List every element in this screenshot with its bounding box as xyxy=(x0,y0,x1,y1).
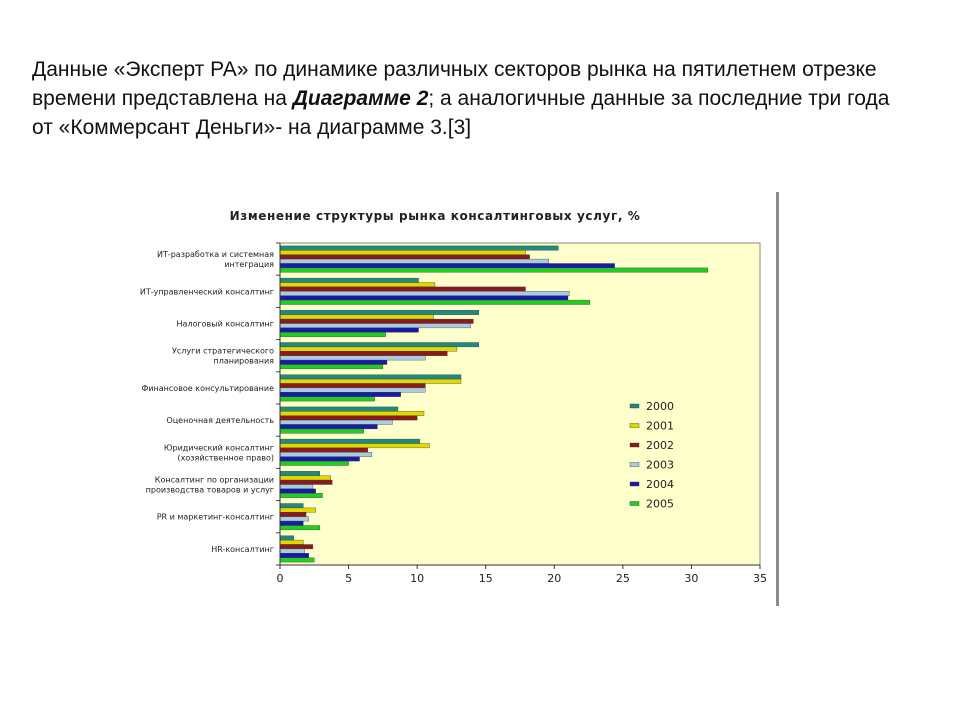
bar-2005-cat-9 xyxy=(280,526,320,530)
bar-2005-cat-6 xyxy=(280,429,364,433)
bar-2001-cat-8 xyxy=(280,476,331,480)
intro-paragraph xyxy=(32,55,892,142)
bar-2002-cat-7 xyxy=(280,448,368,452)
legend-swatch-2005 xyxy=(630,502,639,506)
chart-title: Изменение структуры рынка консалтинговых услуг, % xyxy=(229,209,641,223)
bar-2003-cat-1 xyxy=(280,259,549,263)
category-label-9: PR и маркетинг-консалтинг xyxy=(156,512,274,522)
bar-2004-cat-6 xyxy=(280,425,377,429)
bar-2004-cat-1 xyxy=(280,264,615,268)
bar-2003-cat-6 xyxy=(280,420,392,424)
x-tick-label-20: 20 xyxy=(547,572,562,585)
category-label-5: Финансовое консультирование xyxy=(141,383,274,393)
bar-2003-cat-7 xyxy=(280,452,372,456)
bar-2001-cat-10 xyxy=(280,540,303,544)
bar-2005-cat-2 xyxy=(280,300,590,304)
bar-2002-cat-2 xyxy=(280,287,525,291)
intro-text-part1: Данные «Эксперт РА» по динамике различных секторов рынка на пятилетнем отрезке времени представлена на xyxy=(32,58,877,110)
bar-2005-cat-5 xyxy=(280,397,375,401)
category-label-1: ИТ-разработка и системная интеграция xyxy=(156,250,274,270)
legend-label-2002: 2002 xyxy=(646,439,674,452)
legend-swatch-2000 xyxy=(630,404,639,408)
legend-label-2000: 2000 xyxy=(646,400,674,413)
bar-2002-cat-10 xyxy=(280,545,313,549)
bar-2002-cat-6 xyxy=(280,416,417,420)
category-label-10: HR-консалтинг xyxy=(211,544,274,554)
bar-2001-cat-4 xyxy=(280,347,457,351)
bar-2002-cat-9 xyxy=(280,512,306,516)
category-label-8: Консалтинг по организации производства товаров и услуг xyxy=(145,475,274,495)
bar-2003-cat-8 xyxy=(280,485,313,489)
bar-2004-cat-3 xyxy=(280,328,419,332)
category-label-4: Услуги стратегического планирования xyxy=(172,346,274,366)
intro-text-part2: ; а аналогичные данные за последние три года от «Коммерсант Деньги»- на диаграмме 3.[3] xyxy=(32,87,890,139)
x-tick-label-5: 5 xyxy=(345,572,353,585)
legend-swatch-2004 xyxy=(630,482,639,486)
intro-text-bold: Диаграмме 2 xyxy=(292,87,429,110)
bar-2004-cat-5 xyxy=(280,392,401,396)
bar-2004-cat-2 xyxy=(280,296,568,300)
legend-label-2005: 2005 xyxy=(646,497,674,511)
bar-2002-cat-4 xyxy=(280,351,447,355)
bar-2005-cat-7 xyxy=(280,461,349,465)
bar-2003-cat-2 xyxy=(280,291,569,295)
bar-2003-cat-3 xyxy=(280,324,471,328)
x-tick-label-10: 10 xyxy=(410,572,425,585)
bar-2000-cat-4 xyxy=(280,343,479,347)
bar-2005-cat-3 xyxy=(280,332,386,336)
bar-2000-cat-10 xyxy=(280,536,294,540)
bar-2001-cat-2 xyxy=(280,283,435,287)
category-label-7: Юридический консалтинг (хозяйственное право) xyxy=(163,443,274,463)
x-tick-label-15: 15 xyxy=(478,572,493,585)
bar-2003-cat-5 xyxy=(280,388,425,392)
category-label-2: ИТ-управленческий консалтинг xyxy=(139,287,274,297)
bar-2001-cat-6 xyxy=(280,411,424,415)
bar-2001-cat-1 xyxy=(280,250,525,254)
legend-swatch-2001 xyxy=(630,424,639,428)
bar-2000-cat-8 xyxy=(280,471,320,475)
bar-2000-cat-1 xyxy=(280,246,558,250)
bar-2002-cat-5 xyxy=(280,384,425,388)
consulting-market-chart xyxy=(100,198,790,598)
bar-2004-cat-9 xyxy=(280,521,303,525)
legend-swatch-2003 xyxy=(630,463,639,467)
x-tick-label-0: 0 xyxy=(276,572,284,585)
bar-2003-cat-4 xyxy=(280,356,425,360)
bar-2001-cat-5 xyxy=(280,379,461,383)
bar-2002-cat-3 xyxy=(280,319,473,323)
category-label-6: Оценочная деятельность xyxy=(166,416,274,426)
bar-2002-cat-8 xyxy=(280,480,332,484)
bar-2005-cat-10 xyxy=(280,558,314,562)
bar-2000-cat-3 xyxy=(280,310,479,314)
x-tick-label-35: 35 xyxy=(753,572,767,585)
bar-2000-cat-5 xyxy=(280,375,461,379)
bar-2003-cat-10 xyxy=(280,549,305,553)
legend-label-2004: 2004 xyxy=(646,478,674,491)
x-tick-label-25: 25 xyxy=(615,572,630,585)
legend-label-2001: 2001 xyxy=(646,419,674,433)
bar-2005-cat-4 xyxy=(280,365,383,369)
bar-2002-cat-1 xyxy=(280,255,530,259)
bar-2000-cat-6 xyxy=(280,407,398,411)
bar-2000-cat-9 xyxy=(280,504,303,508)
bar-2005-cat-1 xyxy=(280,268,708,272)
bar-2004-cat-7 xyxy=(280,457,360,461)
bar-2004-cat-8 xyxy=(280,489,316,493)
bar-2003-cat-9 xyxy=(280,517,309,521)
bar-2001-cat-3 xyxy=(280,315,434,319)
legend-label-2003: 2003 xyxy=(646,458,674,472)
bar-2000-cat-2 xyxy=(280,278,419,282)
bar-2004-cat-10 xyxy=(280,553,309,557)
bar-2001-cat-7 xyxy=(280,444,429,448)
bar-2000-cat-7 xyxy=(280,439,420,443)
bar-2004-cat-4 xyxy=(280,360,387,364)
category-label-3: Налоговый консалтинг xyxy=(176,319,274,329)
x-tick-label-30: 30 xyxy=(684,572,699,585)
bar-2001-cat-9 xyxy=(280,508,316,512)
bar-2005-cat-8 xyxy=(280,493,323,497)
slide-divider-line xyxy=(776,192,779,606)
legend-swatch-2002 xyxy=(630,443,639,447)
